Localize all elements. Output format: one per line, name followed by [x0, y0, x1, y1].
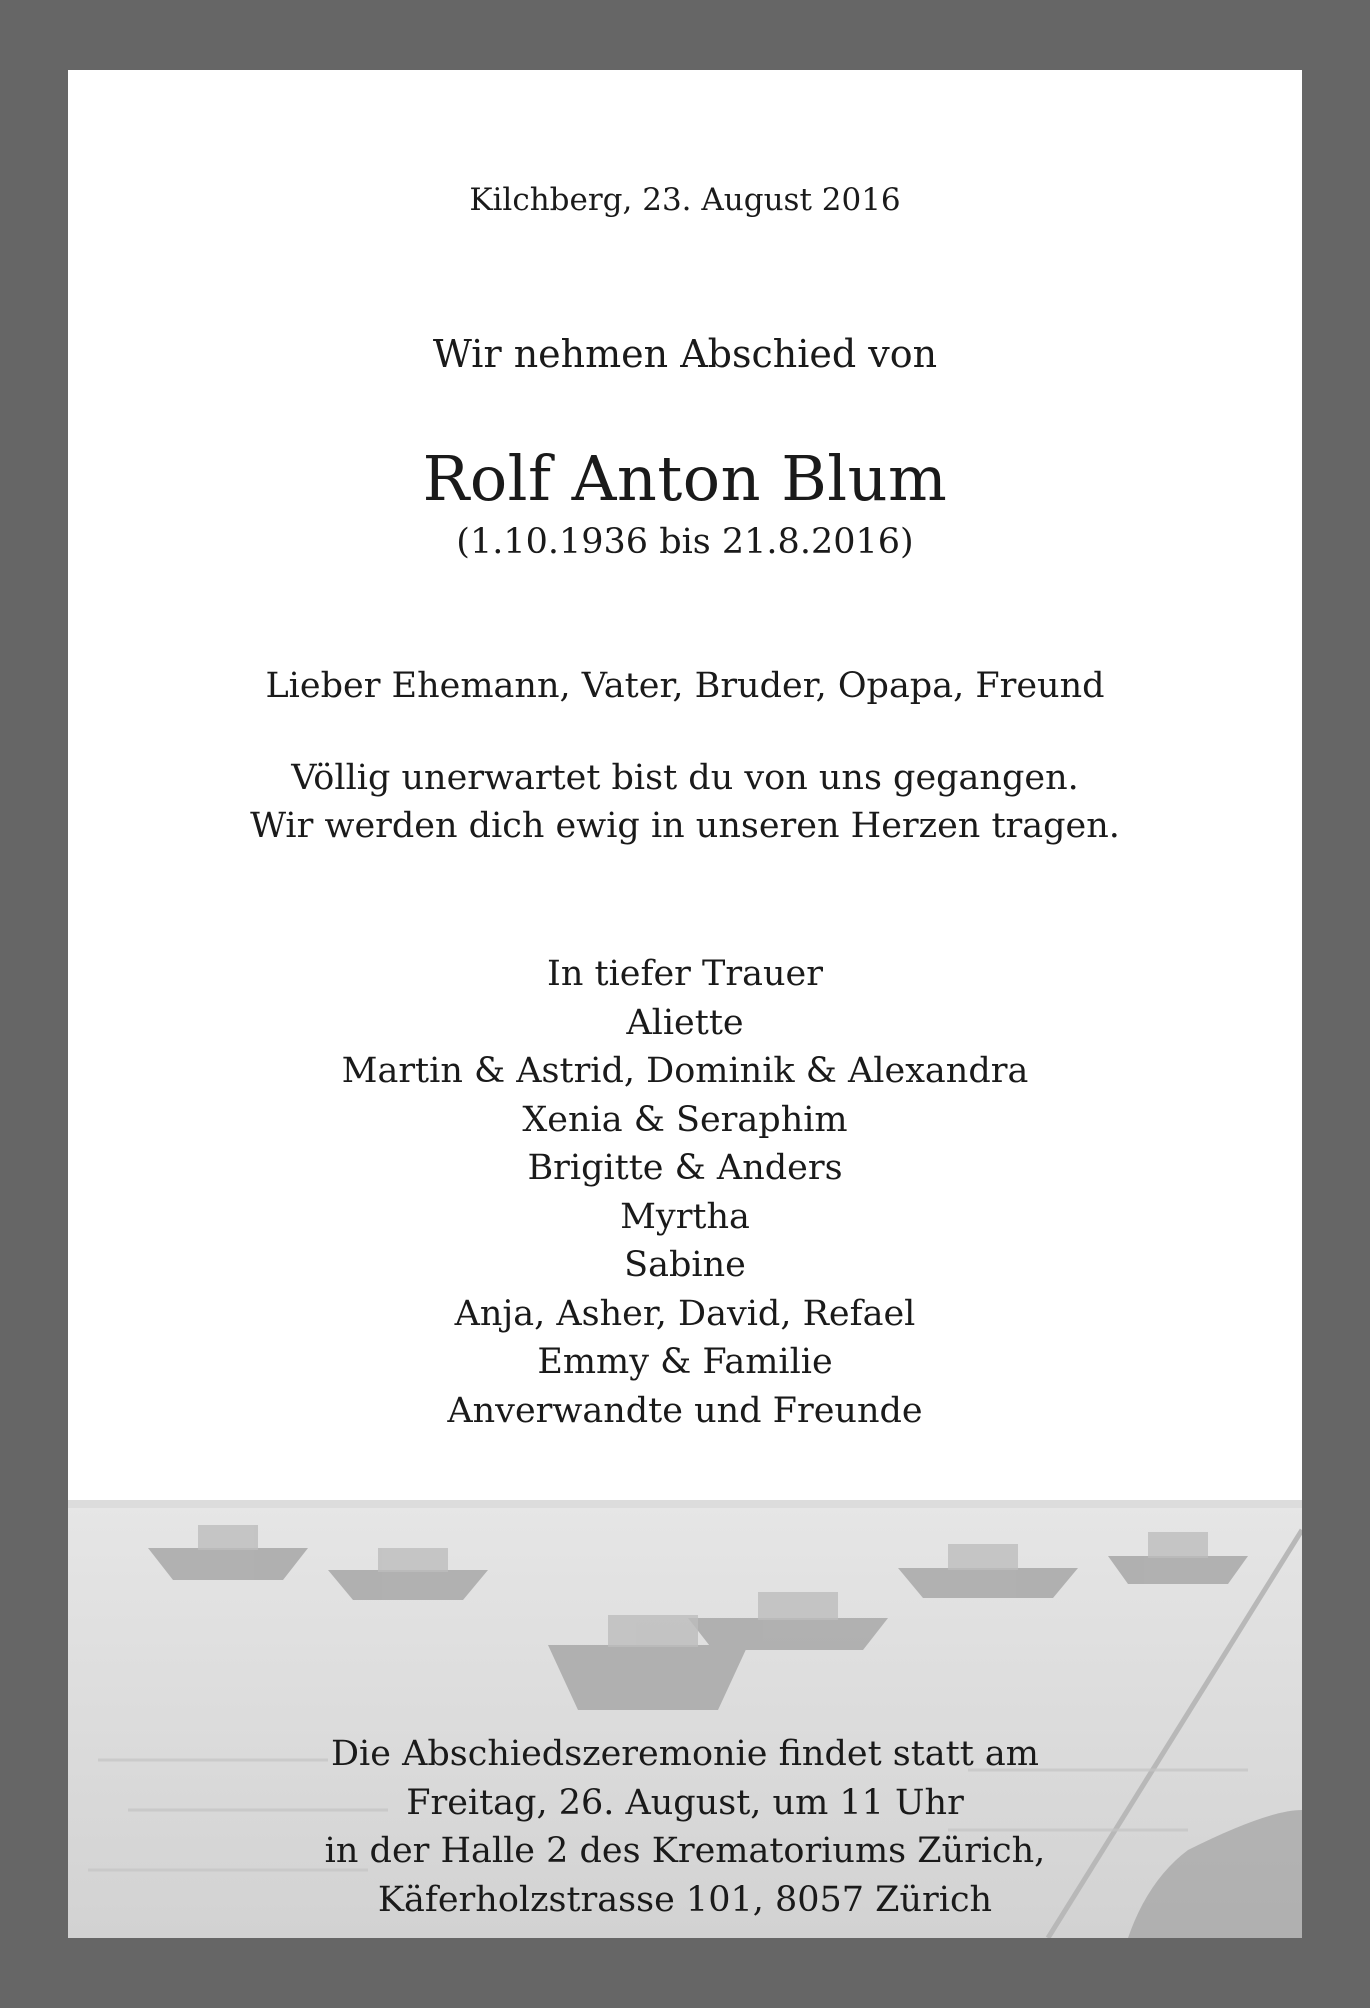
- ceremony-line: Käferholzstrasse 101, 8057 Zürich: [377, 1879, 993, 1920]
- verse-block: [68, 754, 1302, 850]
- deceased-name: Rolf Anton Blum: [422, 442, 948, 515]
- mourner-line: Emmy & Familie: [537, 1342, 833, 1382]
- mourner-line: Sabine: [624, 1245, 746, 1285]
- life-dates: (1.10.1936 bis 21.8.2016): [456, 522, 914, 562]
- mourner-line: Brigitte & Anders: [527, 1148, 843, 1188]
- mourner-line: Anverwandte und Freunde: [447, 1390, 923, 1431]
- mourner-line: Myrtha: [620, 1196, 750, 1237]
- ceremony-line: Freitag, 26. August, um 11 Uhr: [406, 1782, 964, 1823]
- roles-line: Lieber Ehemann, Vater, Bruder, Opapa, Freund: [265, 666, 1105, 706]
- obituary-text: [68, 70, 1302, 1938]
- verse-line: Wir werden dich ewig in unseren Herzen tragen.: [250, 806, 1120, 846]
- mourner-line: In tiefer Trauer: [547, 954, 823, 994]
- mourner-line: Xenia & Seraphim: [522, 1099, 848, 1140]
- intro-line: Wir nehmen Abschied von: [432, 332, 938, 376]
- ceremony-line: in der Halle 2 des Krematoriums Zürich,: [324, 1831, 1046, 1871]
- mourner-line: Aliette: [626, 1002, 744, 1043]
- mourner-line: Anja, Asher, David, Refael: [454, 1293, 916, 1334]
- ceremony-info: [68, 1730, 1302, 1924]
- mourner-line: Martin & Astrid, Dominik & Alexandra: [341, 1051, 1029, 1091]
- obituary-card: [68, 70, 1302, 1938]
- mourners-list: [68, 950, 1302, 1435]
- place-date: Kilchberg, 23. August 2016: [469, 182, 901, 218]
- verse-line: Völlig unerwartet bist du von uns gegangen.: [291, 758, 1079, 798]
- ceremony-line: Die Abschiedszeremonie findet statt am: [331, 1734, 1039, 1774]
